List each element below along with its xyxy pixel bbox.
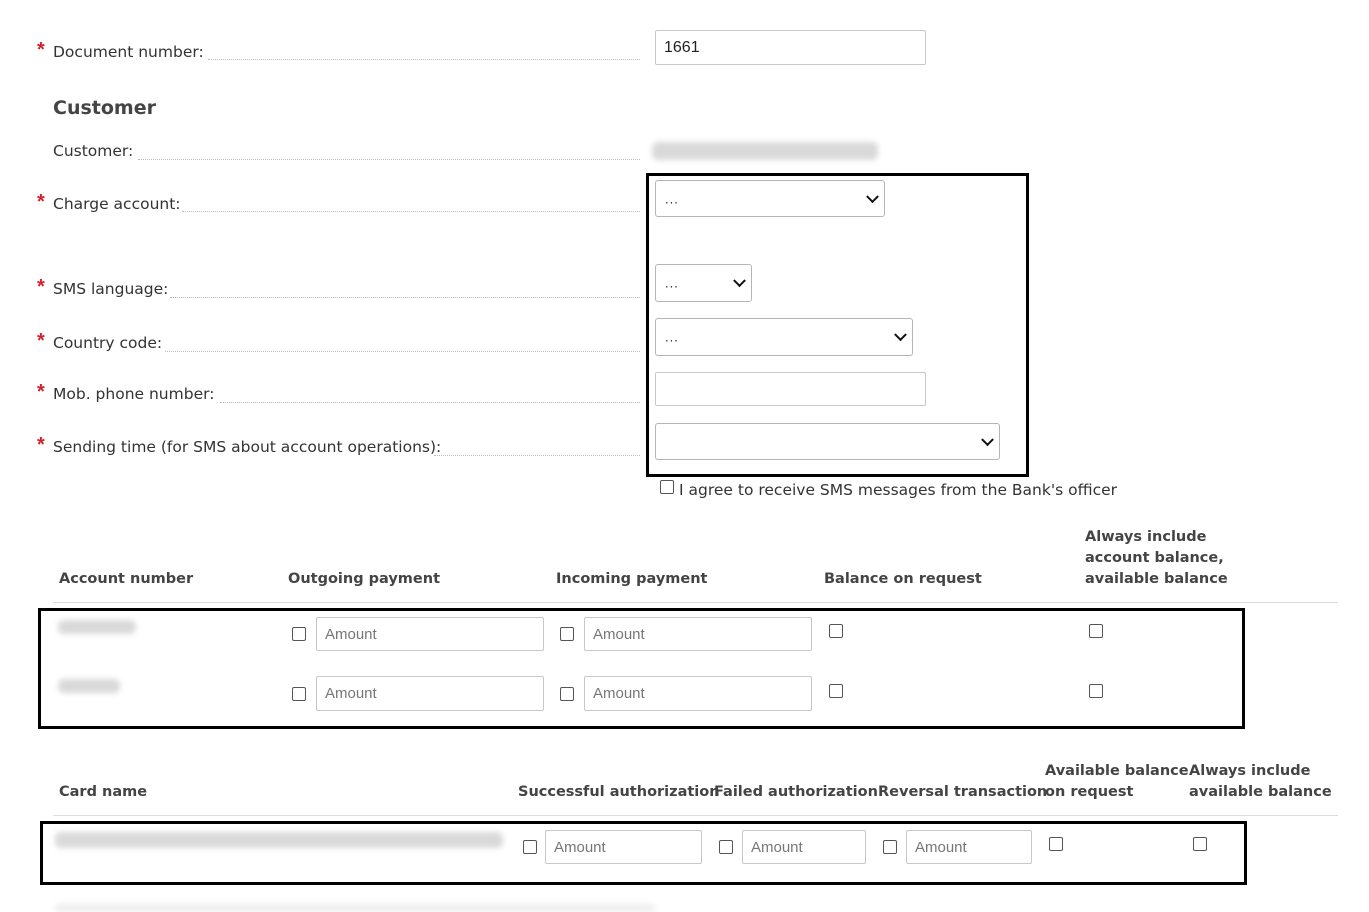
col-outgoing-payment: Outgoing payment bbox=[288, 571, 441, 587]
customer-section-title: Customer bbox=[53, 97, 156, 119]
col-available-balance-on-request: Available balance on request bbox=[1045, 763, 1189, 800]
col-always-include-account-balance: Always include account balance, available balance bbox=[1085, 529, 1228, 587]
table-divider bbox=[53, 815, 1338, 816]
agree-sms-checkbox[interactable] bbox=[660, 480, 674, 494]
leader-dots bbox=[434, 455, 640, 456]
leader-dots bbox=[220, 402, 640, 403]
document-number-input[interactable] bbox=[655, 30, 926, 65]
country-code-label: Country code: bbox=[53, 334, 163, 352]
leader-dots bbox=[165, 351, 640, 352]
col-reversal-transaction: Reversal transaction bbox=[878, 784, 1048, 800]
charge-account-value: ... bbox=[665, 191, 679, 206]
country-code-value: ... bbox=[665, 329, 679, 345]
leader-dots bbox=[138, 159, 640, 160]
sms-language-label: SMS language: bbox=[53, 280, 169, 298]
document-number-label: Document number: bbox=[53, 43, 204, 61]
leader-dots bbox=[208, 59, 640, 60]
highlight-box-cards bbox=[40, 821, 1247, 885]
required-mark: * bbox=[37, 276, 45, 298]
col-failed-authorization: Failed authorization bbox=[714, 784, 878, 800]
col-balance-on-request: Balance on request bbox=[824, 571, 982, 587]
cutoff-text bbox=[55, 904, 655, 912]
required-mark: * bbox=[37, 434, 45, 456]
required-mark: * bbox=[37, 191, 45, 213]
col-card-name: Card name bbox=[59, 784, 148, 800]
table-divider bbox=[53, 602, 1338, 603]
col-successful-authorization: Successful authorization bbox=[518, 784, 720, 800]
charge-account-label: Charge account: bbox=[53, 195, 181, 213]
required-mark: * bbox=[37, 330, 45, 352]
required-mark: * bbox=[37, 39, 45, 61]
leader-dots bbox=[170, 297, 640, 298]
col-always-include-available-balance: Always include available balance bbox=[1189, 763, 1332, 800]
agree-sms-label: I agree to receive SMS messages from the Bank's officer bbox=[679, 481, 1118, 499]
col-incoming-payment: Incoming payment bbox=[556, 571, 708, 587]
highlight-box-form-fields bbox=[646, 173, 1029, 477]
sending-time-label: Sending time (for SMS about account operations): bbox=[53, 438, 442, 456]
customer-label: Customer: bbox=[53, 142, 134, 160]
leader-dots bbox=[182, 211, 640, 212]
required-mark: * bbox=[37, 381, 45, 403]
col-account-number: Account number bbox=[59, 571, 194, 587]
customer-name-redacted bbox=[652, 142, 878, 160]
highlight-box-accounts bbox=[38, 608, 1245, 729]
sms-language-value: ... bbox=[665, 275, 679, 291]
mob-phone-label: Mob. phone number: bbox=[53, 385, 215, 403]
